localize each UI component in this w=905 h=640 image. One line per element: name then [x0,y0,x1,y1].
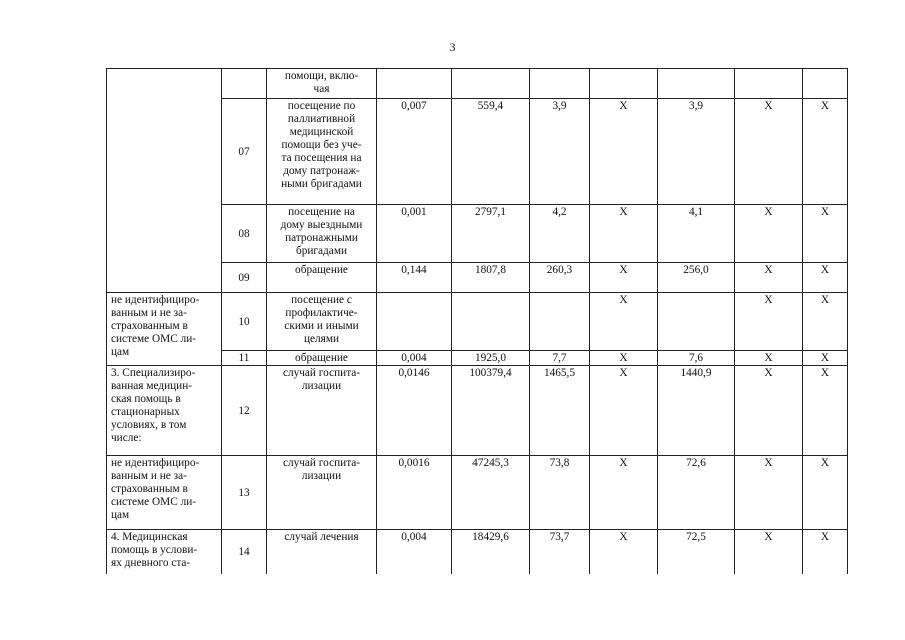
value-cell: X [735,366,803,456]
value-cell: 0,001 [377,205,452,263]
value-cell: X [803,351,848,366]
value-cell: X [735,351,803,366]
code-cell: 09 [222,263,267,293]
value-cell: X [590,263,658,293]
value-cell: X [735,205,803,263]
value-cell [530,293,590,351]
value-cell: 18429,6 [452,530,530,574]
value-cell: 0,0016 [377,456,452,530]
value-cell: 4,1 [658,205,735,263]
value-cell: X [590,530,658,574]
value-cell [377,293,452,351]
page-number: 3 [449,40,456,54]
code-cell: 12 [222,366,267,456]
value-cell [735,69,803,99]
value-cell: 47245,3 [452,456,530,530]
value-cell: X [590,293,658,351]
name-cell [107,69,222,293]
value-cell: 3,9 [658,99,735,205]
value-cell: X [803,263,848,293]
value-cell: 72,5 [658,530,735,574]
name-cell: 3. Специализиро- ванная медицин- ская помощь в стационарных условиях, в том числе: [107,366,222,456]
value-cell: 7,7 [530,351,590,366]
value-cell: 559,4 [452,99,530,205]
table-row [107,366,848,456]
unit-cell: посещение по паллиативной медицинской помощи без уче- та посещения на дому патронаж- ными бригадами [267,99,377,205]
value-cell [590,69,658,99]
code-cell: 07 [222,99,267,205]
value-cell: 0,004 [377,530,452,574]
code-cell: 11 [222,351,267,366]
value-cell [803,69,848,99]
value-cell: X [590,205,658,263]
unit-cell: посещение с профилактиче- скими и иными целями [267,293,377,351]
value-cell: 100379,4 [452,366,530,456]
code-cell: 13 [222,456,267,530]
value-cell: 0,144 [377,263,452,293]
table-row [107,530,848,574]
name-cell: 4. Медицинская помощь в услови- ях дневного ста- [107,530,222,574]
value-cell [452,293,530,351]
value-cell [377,69,452,99]
value-cell: 72,6 [658,456,735,530]
value-cell: 0,004 [377,351,452,366]
name-cell: не идентифициро- ванным и не за- страхованным в системе ОМС ли- цам [107,293,222,366]
unit-cell: случай лечения [267,530,377,574]
value-cell [658,69,735,99]
value-cell: X [590,456,658,530]
code-cell: 08 [222,205,267,263]
value-cell: X [735,263,803,293]
value-cell: 7,6 [658,351,735,366]
value-cell: X [590,99,658,205]
code-cell: 10 [222,293,267,351]
value-cell: 0,0146 [377,366,452,456]
value-cell: 1440,9 [658,366,735,456]
value-cell: X [590,366,658,456]
unit-cell: обращение [267,263,377,293]
code-cell: 14 [222,530,267,574]
value-cell: 4,2 [530,205,590,263]
unit-cell: обращение [267,351,377,366]
value-cell: X [590,351,658,366]
code-cell [222,69,267,99]
value-cell [530,69,590,99]
value-cell: X [735,293,803,351]
table-row [107,69,848,99]
value-cell: 1465,5 [530,366,590,456]
unit-cell: случай госпита- лизации [267,456,377,530]
value-cell: X [803,366,848,456]
name-cell: не идентифициро- ванным и не за- страхованным в системе ОМС ли- цам [107,456,222,530]
unit-cell: случай госпита- лизации [267,366,377,456]
value-cell: X [803,205,848,263]
value-cell: 256,0 [658,263,735,293]
data-table [106,68,848,574]
value-cell: X [735,456,803,530]
value-cell: X [803,99,848,205]
value-cell: X [803,530,848,574]
value-cell: 73,8 [530,456,590,530]
value-cell: 260,3 [530,263,590,293]
value-cell: X [735,99,803,205]
value-cell: X [803,293,848,351]
value-cell: X [735,530,803,574]
value-cell: 73,7 [530,530,590,574]
value-cell [452,69,530,99]
value-cell: 1807,8 [452,263,530,293]
value-cell: 0,007 [377,99,452,205]
unit-cell: помощи, вклю- чая [267,69,377,99]
value-cell: X [803,456,848,530]
unit-cell: посещение на дому выездными патронажными бригадами [267,205,377,263]
value-cell [658,293,735,351]
table-row [107,456,848,530]
value-cell: 1925,0 [452,351,530,366]
table-row [107,293,848,351]
value-cell: 3,9 [530,99,590,205]
value-cell: 2797,1 [452,205,530,263]
